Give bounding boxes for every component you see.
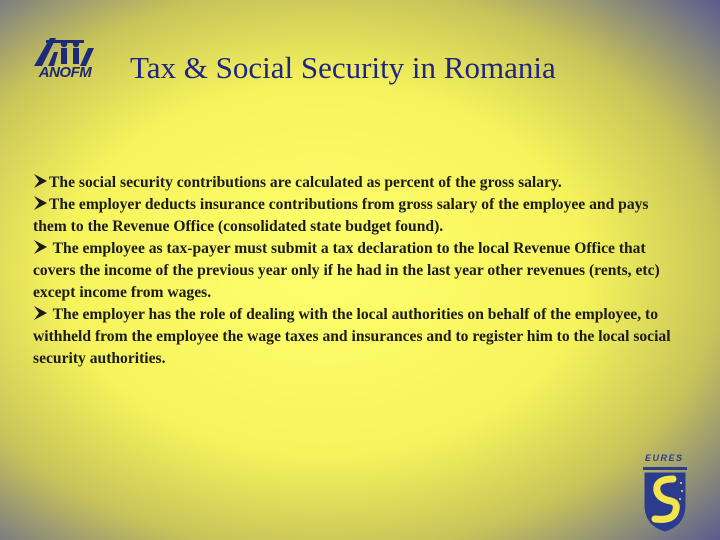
bullet-item — [33, 238, 673, 304]
anofm-logo-icon — [24, 34, 106, 68]
eures-logo-icon — [637, 453, 697, 533]
bullet-text: The employee as tax-payer must submit a tax declaration to the local Revenue Office that covers the income of the previous year only if he had in the last year other revenues (rents, etc) except income from wages. — [33, 240, 660, 301]
page-title: Tax & Social Security in Romania — [130, 50, 556, 85]
arrowhead-bullet-icon — [33, 305, 48, 321]
bullet-item — [33, 304, 673, 370]
bullet-text: The employer has the role of dealing with the local authorities on behalf of the employee, to withheld from the employee the wage taxes and insurances and to register him to the local social security authorities. — [33, 306, 671, 367]
bullet-list — [33, 172, 673, 370]
arrowhead-bullet-icon — [33, 173, 48, 189]
eures-logo — [637, 453, 697, 533]
logo-text: ANOFM — [38, 64, 92, 81]
eures-logo-text: EURES — [645, 453, 684, 463]
bullet-text: The social security contributions are calculated as percent of the gross salary. — [49, 174, 562, 191]
anofm-logo — [24, 34, 106, 82]
bullet-item — [33, 172, 673, 194]
bullet-text: The employer deducts insurance contributions from gross salary of the employee and pays them to the Revenue Office (consolidated state budget found). — [33, 196, 649, 235]
arrowhead-bullet-icon — [33, 195, 48, 211]
arrowhead-bullet-icon — [33, 239, 48, 255]
bullet-item — [33, 194, 673, 238]
